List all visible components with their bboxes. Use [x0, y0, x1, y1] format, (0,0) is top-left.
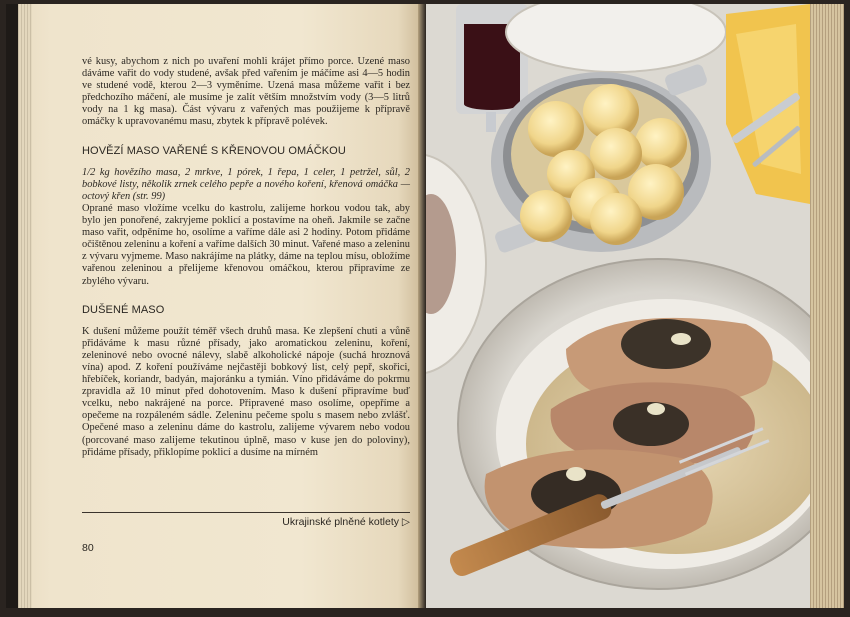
- page-text: [82, 56, 410, 459]
- page-number: 80: [82, 542, 94, 554]
- paragraph-beef-method: Oprané maso vložíme vcelku do kastrolu, zalijeme horkou vodou tak, aby bylo jen ponořené, zakryjeme poklicí a postavíme na oheň. Jakmile se začne maso vařit, odpěníme ho, osolíme a vaříme dále asi 2 hodiny. Potom přidáme očištěnou zeleninu a koření a vaříme dalších 30 minut. Vařené maso a zeleninu z vývaru vyjmeme. Maso nakrájíme na plátky, dáme na teplou mísu, obložíme vařenou zeleninou a přelijeme křenovou omáčkou, kterou připravíme ze zbylého vývaru.: [82, 202, 410, 287]
- paragraph-intro: vé kusy, abychom z nich po uvaření mohli krájet přímo porce. Uzené maso dáváme vařit do vody studené, avšak před vařením je máčíme asi 4—5 hodin ve studené vodě, kterou 2—3 vyměníme. Uzená masa můžeme vařit i bez předchozího máčení, ale musíme je zalít větším množstvím vody (3—5 litrů vody na 1 kg masa). Část vývaru z vařených mas použijeme k přípravě omáčky k upravovanému masu, zbytek k přípravě polévek.: [82, 56, 410, 128]
- open-book: [6, 4, 844, 608]
- paragraph-stewed: K dušení můžeme použít téměř všech druhů masa. Ke zlepšení chuti a vůně přidáváme k masu různé přísady, jako aromatickou zeleninu, koření, zeleninové nebo ovocné nálevy, slabě alkoholické nápoje (suchá hroznová vína) apod. Z koření používáme nejčastěji bobkový list, celý pepř, skořici, hřebíček, koriandr, badyán, majoránku a tymián. Víno přidáváme do pokrmu zpravidla až 10 minut před dohotovením. Maso k dušení připravíme buď vcelku, nebo nakrájené na porce. Připravené maso osolíme, opepříme a opečeme na rozpáleném sádle. Zeleninu pečeme spolu s masem nebo zvlášť. Opečené maso a zeleninu dáme do kastrolu, zalijeme vývarem nebo vodou (porcované maso zalijeme tekutinou úplně, maso v kuse jen do poloviny), přidáme přísady, přiklopíme poklicí a dusíme na mírném: [82, 325, 410, 458]
- section-heading-stewed: DUŠENÉ MASO: [82, 303, 165, 316]
- ingredients-list: 1/2 kg hovězího masa, 2 mrkve, 1 pórek, 1 řepa, 1 celer, 1 petržel, sůl, 2 bobkové listy, několik zrnek celého pepře a nového koření, křenová omáčka — octový křen (str. 99): [82, 166, 410, 202]
- recipe-heading-beef: HOVĚZÍ MASO VAŘENÉ S KŘENOVOU OMÁČKOU: [82, 144, 346, 157]
- page-stack-edge: [18, 4, 32, 608]
- left-page: [18, 4, 422, 608]
- page-stack-edge-right: [810, 4, 844, 608]
- book-spine: [418, 4, 426, 608]
- photo-caption: Ukrajinské plněné kotlety ▷: [282, 516, 410, 528]
- food-photo-icon: [426, 4, 810, 608]
- footer-rule: [82, 512, 410, 513]
